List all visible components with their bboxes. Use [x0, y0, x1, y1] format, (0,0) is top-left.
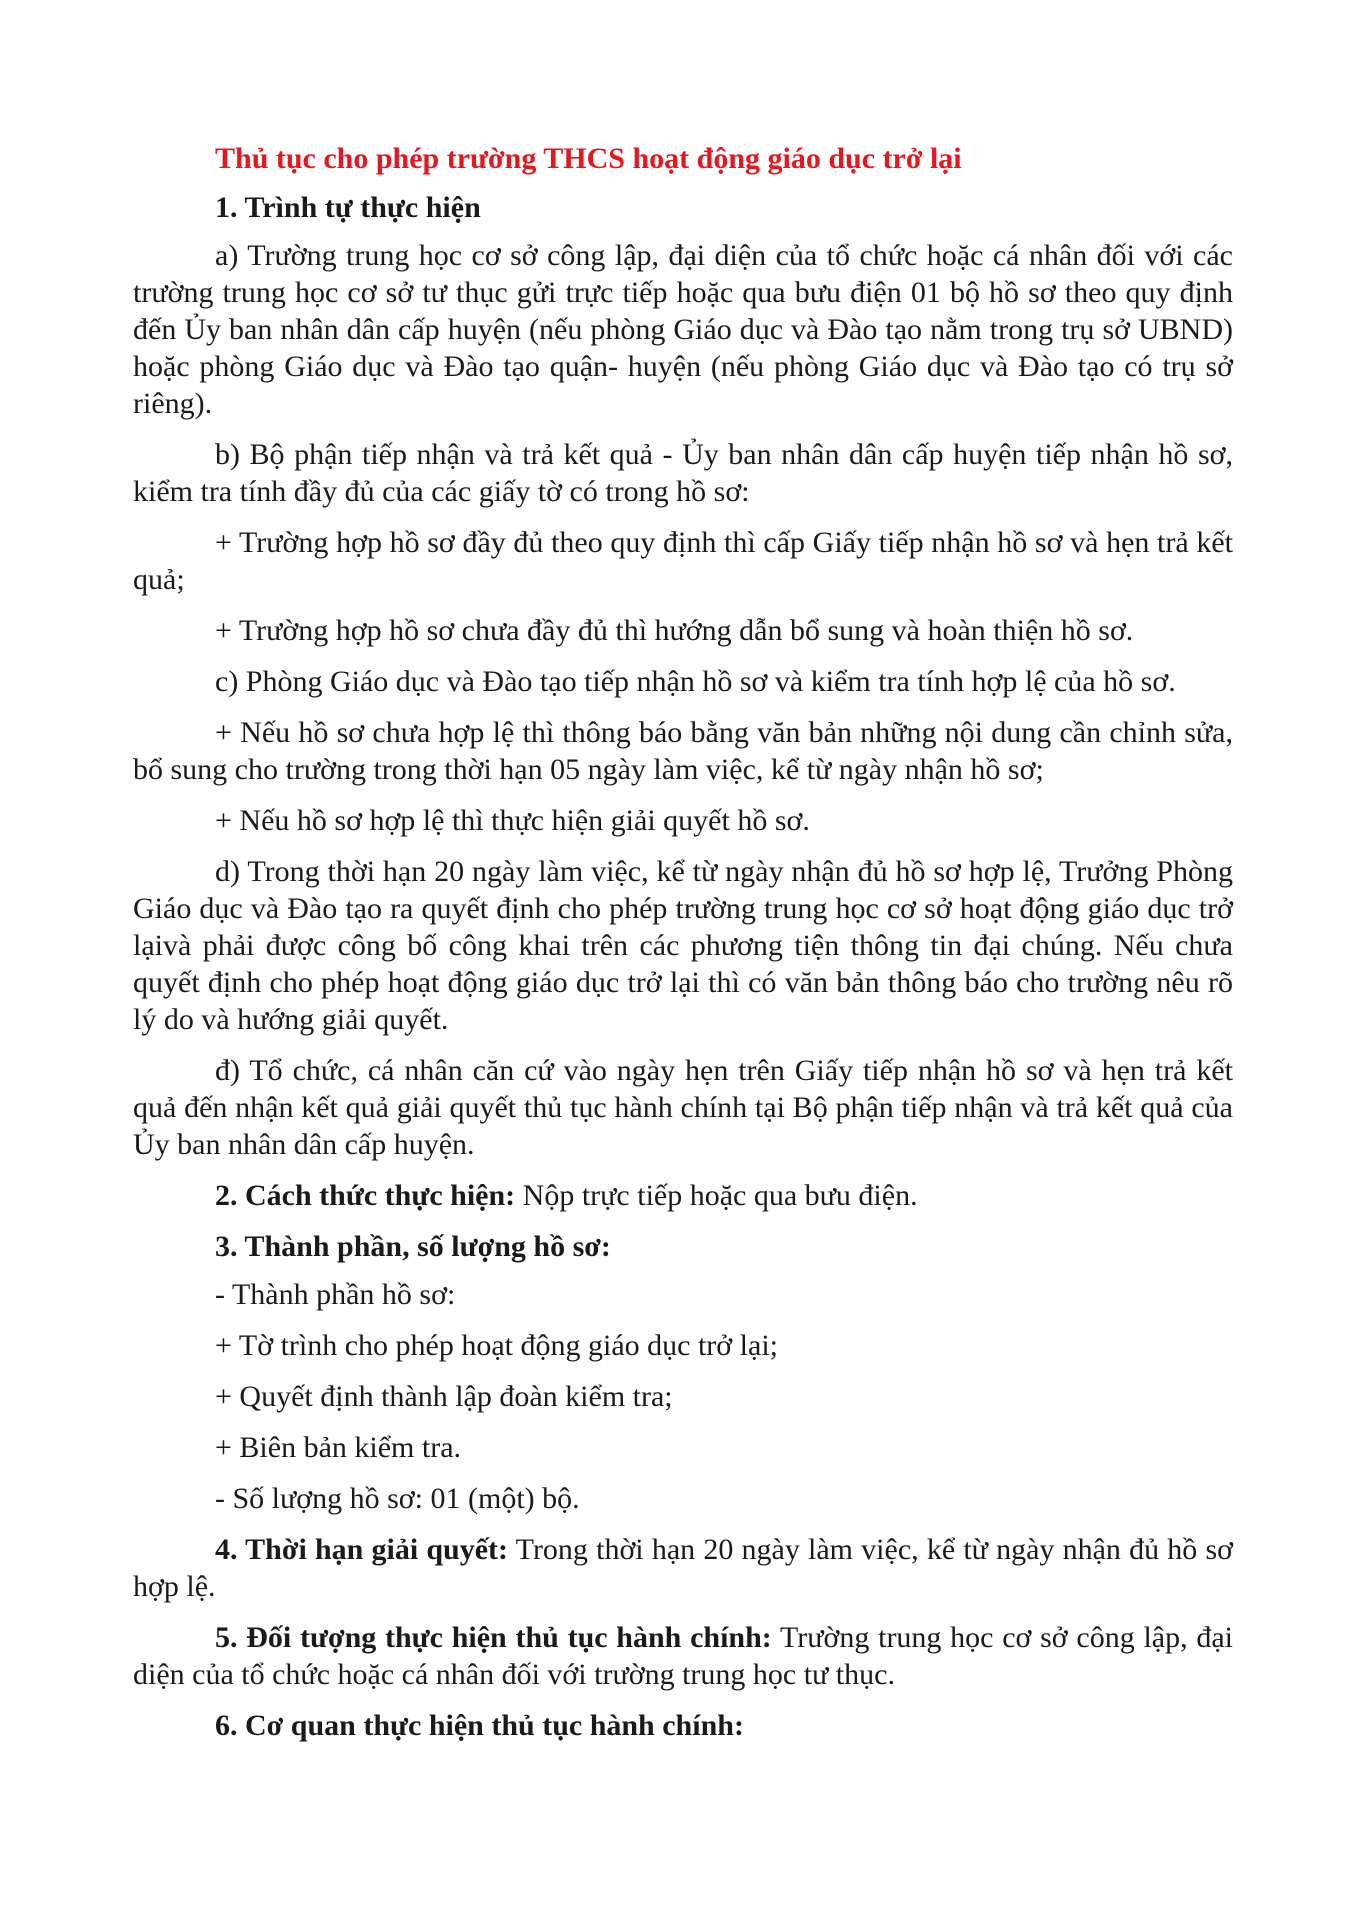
- section-3-item: + Tờ trình cho phép hoạt động giáo dục trở lại;: [215, 1329, 778, 1362]
- section-6-heading: 6. Cơ quan thực hiện thủ tục hành chính:: [215, 1709, 744, 1742]
- section-3-item: - Số lượng hồ sơ: 01 (một) bộ.: [215, 1482, 580, 1515]
- section-4-paragraph: [133, 1531, 1233, 1605]
- section-1-item-b: b) Bộ phận tiếp nhận và trả kết quả - Ủy ban nhân dân cấp huyện tiếp nhận hồ sơ, kiểm tra tính đầy đủ của các giấy tờ có trong hồ sơ:: [133, 438, 1233, 508]
- section-2-text: Nộp trực tiếp hoặc qua bưu điện.: [515, 1179, 918, 1212]
- section-1-item-c1: + Nếu hồ sơ chưa hợp lệ thì thông báo bằng văn bản những nội dung cần chỉnh sửa, bổ sung cho trường trong thời hạn 05 ngày làm việc, kể từ ngày nhận hồ sơ;: [133, 716, 1233, 786]
- section-1-item-b2: + Trường hợp hồ sơ chưa đầy đủ thì hướng dẫn bổ sung và hoàn thiện hồ sơ.: [215, 614, 1134, 647]
- section-1-item-dd: đ) Tổ chức, cá nhân căn cứ vào ngày hẹn trên Giấy tiếp nhận hồ sơ và hẹn trả kết quả đến nhận kết quả giải quyết thủ tục hành chính tại Bộ phận tiếp nhận và trả kết quả của Ủy ban nhân dân cấp huyện.: [133, 1054, 1233, 1161]
- section-5-label: 5. Đối tượng thực hiện thủ tục hành chính:: [215, 1621, 772, 1654]
- document-page: [133, 140, 1233, 1755]
- section-1-item-c2: + Nếu hồ sơ hợp lệ thì thực hiện giải quyết hồ sơ.: [215, 804, 810, 837]
- section-3-item: + Biên bản kiểm tra.: [215, 1431, 462, 1464]
- section-5-paragraph: [133, 1619, 1233, 1693]
- section-1-item-d: d) Trong thời hạn 20 ngày làm việc, kể từ ngày nhận đủ hồ sơ hợp lệ, Trưởng Phòng Giáo dục và Đào tạo ra quyết định cho phép trường trung học cơ sở hoạt động giáo dục trở lạivà phải được công bố công khai trên các phương tiện thông tin đại chúng. Nếu chưa quyết định cho phép hoạt động giáo dục trở lại thì có văn bản thông báo cho trường nêu rõ lý do và hướng giải quyết.: [133, 855, 1233, 1036]
- section-1-heading: 1. Trình tự thực hiện: [215, 191, 481, 224]
- section-4-label: 4. Thời hạn giải quyết:: [215, 1533, 509, 1566]
- section-1-item-c: c) Phòng Giáo dục và Đào tạo tiếp nhận hồ sơ và kiểm tra tính hợp lệ của hồ sơ.: [215, 665, 1176, 698]
- section-1-item-b1: + Trường hợp hồ sơ đầy đủ theo quy định thì cấp Giấy tiếp nhận hồ sơ và hẹn trả kết quả;: [133, 526, 1233, 596]
- section-2-paragraph: [133, 1177, 1233, 1214]
- document-title: Thủ tục cho phép trường THCS hoạt động giáo dục trở lại: [215, 142, 962, 175]
- section-3-item: - Thành phần hồ sơ:: [215, 1278, 456, 1311]
- section-3-heading: 3. Thành phần, số lượng hồ sơ:: [215, 1230, 611, 1263]
- section-5-text: Trường trung học cơ sở công lập, đại diện của tổ chức hoặc cá nhân đối với trường trung học tư thục.: [133, 1621, 1233, 1691]
- section-4-text: Trong thời hạn 20 ngày làm việc, kể từ ngày nhận đủ hồ sơ hợp lệ.: [133, 1533, 1233, 1603]
- section-1-item-a: a) Trường trung học cơ sở công lập, đại diện của tổ chức hoặc cá nhân đối với các trường trung học cơ sở tư thục gửi trực tiếp hoặc qua bưu điện 01 bộ hồ sơ theo quy định đến Ủy ban nhân dân cấp huyện (nếu phòng Giáo dục và Đào tạo nằm trong trụ sở UBND) hoặc phòng Giáo dục và Đào tạo quận- huyện (nếu phòng Giáo dục và Đào tạo có trụ sở riêng).: [133, 239, 1233, 420]
- section-3-item: + Quyết định thành lập đoàn kiểm tra;: [215, 1380, 673, 1413]
- section-2-label: 2. Cách thức thực hiện:: [215, 1179, 516, 1212]
